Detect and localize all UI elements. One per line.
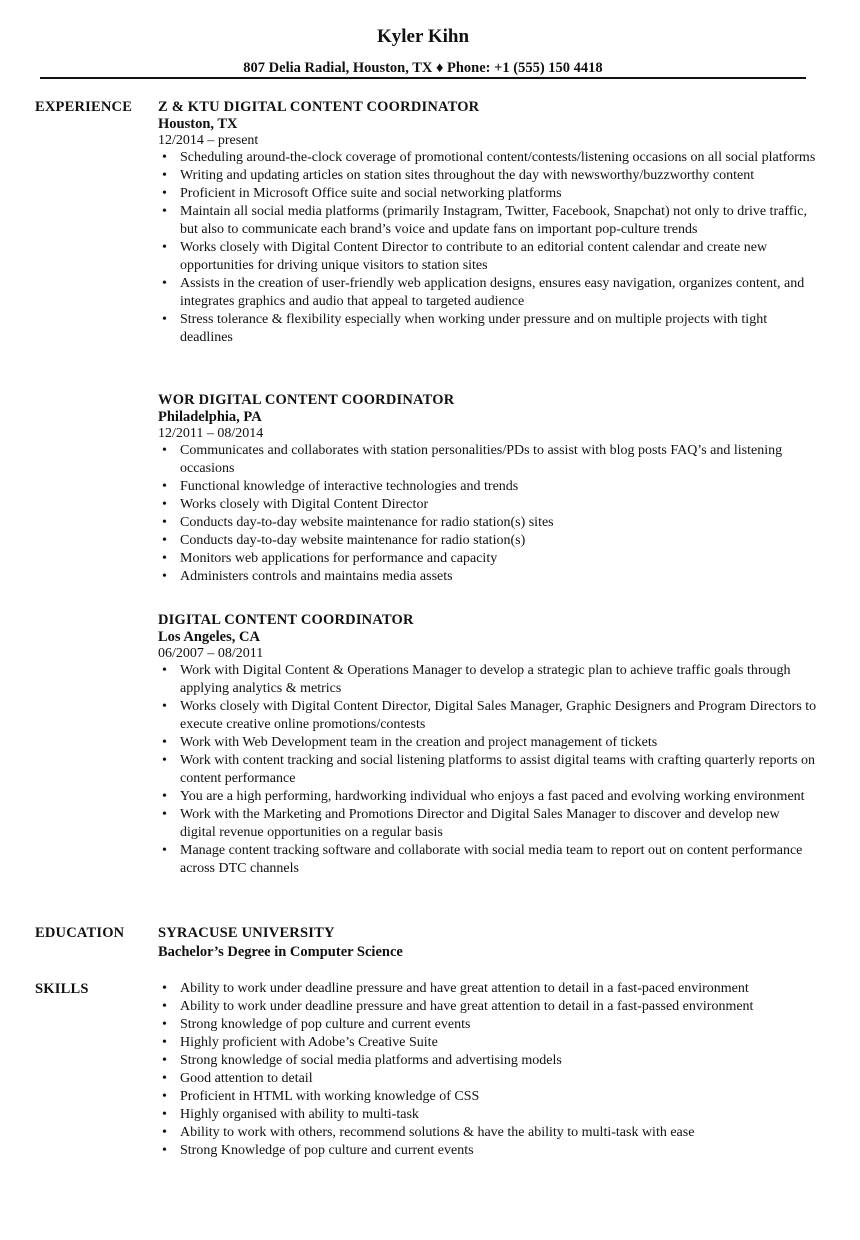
header-divider — [40, 77, 806, 79]
list-item: • Strong knowledge of social media platforms and advertising models — [158, 1052, 818, 1070]
degree: Bachelor’s Degree in Computer Science — [158, 944, 403, 960]
list-item: • Works closely with Digital Content Director, Digital Sales Manager, Graphic Designers and Program Directors to execute creative online promotions/contests — [158, 698, 818, 734]
list-item: • Communicates and collaborates with station personalities/PDs to assist with blog posts FAQ’s and listening occasions — [158, 442, 818, 478]
list-item: • Assists in the creation of user-friendly web application designs, ensures easy navigation, organizes content, and integrates graphics and audio that appeal to targeted audience — [158, 275, 818, 311]
job-location: Houston, TX — [158, 116, 238, 132]
job-entry — [158, 391, 818, 586]
education-entry — [158, 924, 818, 962]
section-label-education: EDUCATION — [35, 925, 125, 941]
list-item: • Maintain all social media platforms (primarily Instagram, Twitter, Facebook, Snapchat) not only to drive traffic, but also to communicate each brand’s voice and update fans on important pop-culture trends — [158, 203, 818, 239]
list-item: • You are a high performing, hardworking individual who enjoys a fast paced and evolving working environment — [158, 788, 818, 806]
list-item: • Scheduling around-the-clock coverage of promotional content/contests/listening occasions on all social platforms — [158, 149, 818, 167]
list-item: • Strong Knowledge of pop culture and current events — [158, 1142, 818, 1160]
skills-block — [158, 980, 818, 1160]
job-dates: 06/2007 – 08/2011 — [158, 646, 264, 661]
list-item: • Work with content tracking and social listening platforms to assist digital teams with crafting quarterly reports on content performance — [158, 752, 818, 788]
list-item: • Works closely with Digital Content Director — [158, 496, 818, 514]
job-location: Los Angeles, CA — [158, 629, 260, 645]
list-item: • Administers controls and maintains media assets — [158, 568, 818, 586]
job-entry — [158, 611, 818, 878]
list-item: • Work with Web Development team in the creation and project management of tickets — [158, 734, 818, 752]
list-item: • Works closely with Digital Content Director to contribute to an editorial content calendar and create new opportunities for driving unique visitors to station sites — [158, 239, 818, 275]
job-location: Philadelphia, PA — [158, 409, 262, 425]
job-title: Z & KTU DIGITAL CONTENT COORDINATOR — [158, 99, 480, 115]
skills-list — [158, 980, 818, 1160]
list-item: • Conducts day-to-day website maintenance for radio station(s) — [158, 532, 818, 550]
list-item: • Work with the Marketing and Promotions Director and Digital Sales Manager to discover and develop new digital revenue opportunities on a regular basis — [158, 806, 818, 842]
job-bullet-list — [158, 442, 818, 586]
resume-header — [0, 24, 846, 78]
job-dates: 12/2014 – present — [158, 133, 259, 148]
list-item: • Proficient in Microsoft Office suite and social networking platforms — [158, 185, 818, 203]
list-item: • Conducts day-to-day website maintenance for radio station(s) sites — [158, 514, 818, 532]
list-item: • Ability to work under deadline pressure and have great attention to detail in a fast-paced environment — [158, 980, 818, 998]
list-item: • Good attention to detail — [158, 1070, 818, 1088]
job-title: DIGITAL CONTENT COORDINATOR — [158, 612, 414, 628]
list-item: • Highly organised with ability to multi-task — [158, 1106, 818, 1124]
school-name: SYRACUSE UNIVERSITY — [158, 925, 335, 941]
list-item: • Ability to work with others, recommend solutions & have the ability to multi-task with ease — [158, 1124, 818, 1142]
list-item: • Writing and updating articles on station sites throughout the day with newsworthy/buzzworthy content — [158, 167, 818, 185]
section-label-skills: SKILLS — [35, 981, 89, 997]
job-dates: 12/2011 – 08/2014 — [158, 426, 264, 441]
job-title: WOR DIGITAL CONTENT COORDINATOR — [158, 392, 455, 408]
section-label-experience: EXPERIENCE — [35, 99, 133, 115]
candidate-name: Kyler Kihn — [376, 26, 470, 47]
job-bullet-list — [158, 149, 818, 347]
list-item: • Highly proficient with Adobe’s Creative Suite — [158, 1034, 818, 1052]
list-item: • Functional knowledge of interactive technologies and trends — [158, 478, 818, 496]
list-item: • Monitors web applications for performance and capacity — [158, 550, 818, 568]
job-entry — [158, 98, 818, 347]
list-item: • Manage content tracking software and collaborate with social media team to report out on content performance across DTC channels — [158, 842, 818, 878]
job-bullet-list — [158, 662, 818, 878]
list-item: • Stress tolerance & flexibility especially when working under pressure and on multiple projects with tight deadlines — [158, 311, 818, 347]
list-item: • Strong knowledge of pop culture and current events — [158, 1016, 818, 1034]
contact-line: 807 Delia Radial, Houston, TX ♦ Phone: +1 (555) 150 4418 — [243, 60, 603, 76]
list-item: • Ability to work under deadline pressure and have great attention to detail in a fast-passed environment — [158, 998, 818, 1016]
list-item: • Proficient in HTML with working knowledge of CSS — [158, 1088, 818, 1106]
list-item: • Work with Digital Content & Operations Manager to develop a strategic plan to achieve traffic goals through applying analytics & metrics — [158, 662, 818, 698]
